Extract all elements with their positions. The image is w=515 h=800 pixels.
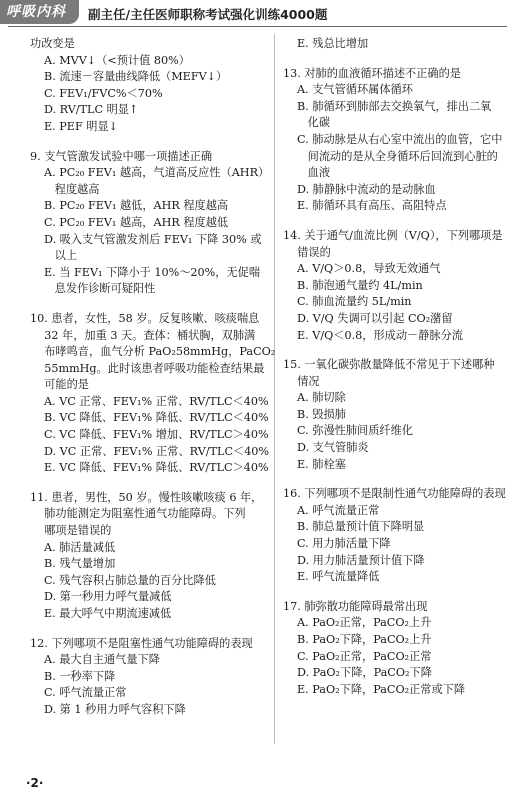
- answer-option-line: 间流动的是从全身循环后回流到心脏的: [297, 149, 498, 163]
- answer-option-line: B. 肺循环到肺部去交换氧气，排出二氧: [297, 99, 492, 113]
- answer-option-line: E. VC 降低、FEV₁% 降低、RV/TLC＞40%: [44, 461, 269, 475]
- answer-option-line: E. PaO₂下降，PaCO₂正常或下降: [297, 682, 466, 696]
- question-stem-line: 肺功能测定为阻塞性通气功能障碍。下列: [30, 507, 246, 521]
- question-gap: [30, 136, 266, 149]
- answer-option-line: B. PaO₂下降，PaCO₂上升: [297, 633, 432, 646]
- section-badge-label: 呼吸内科: [6, 4, 66, 20]
- question-stem-line: 55mmHg。此时该患者呼吸功能检查结果最: [30, 361, 265, 375]
- answer-option-line: C. FEV₁/FVC%＜70%: [44, 86, 163, 100]
- question-stem-line: 哪项是错误的: [30, 524, 112, 538]
- question-stem-line: 可能的是: [30, 378, 89, 392]
- header-rule: [8, 26, 507, 27]
- question-stem-line: 12. 下列哪项不是阻塞性通气功能障碍的表现: [30, 636, 253, 650]
- answer-option-line: 程度越高: [44, 182, 100, 196]
- answer-option-line: B. PC₂₀ FEV₁ 越低，AHR 程度越高: [44, 199, 229, 213]
- question-stem-line: 情况: [283, 374, 320, 388]
- question-gap: [283, 53, 493, 66]
- question-stem-line: 10. 患者，女性，58 岁。反复咳嗽、咳痰喘息: [30, 311, 260, 325]
- page-number: ·2·: [26, 776, 44, 790]
- answer-option-line: D. VC 正常、FEV₁% 正常、RV/TLC＜40%: [44, 444, 270, 458]
- answer-option-line: E. V/Q＜0.8，形成动－静脉分流: [297, 328, 463, 342]
- answer-option-line: A. PC₂₀ FEV₁ 越高，气道高反应性（AHR）: [44, 166, 270, 180]
- answer-option-line: 血液: [297, 166, 331, 180]
- question-stem-line: 布哮鸣音，血气分析 PaO₂58mmHg，PaCO₂: [30, 345, 276, 359]
- question-stem-line: 13. 对肺的血液循环描述不正确的是: [283, 66, 461, 80]
- answer-option-line: A. 支气管循环属体循环: [297, 83, 413, 97]
- answer-option-line: A. MVV↓（<预计值 80%）: [44, 53, 190, 67]
- question-gap: [283, 586, 493, 599]
- answer-option-line: B. 残气量增加: [44, 557, 116, 571]
- answer-option-line: C. PaO₂正常，PaCO₂正常: [297, 649, 432, 663]
- question-stem-line: 16. 下列哪项不是限制性通气功能障碍的表现: [283, 487, 506, 501]
- answer-option-line: A. 最大自主通气量下降: [44, 653, 160, 667]
- column-divider: [274, 34, 275, 744]
- answer-option-line: E. 肺循环具有高压、高阻特点: [297, 199, 447, 213]
- question-stem-line: 错误的: [283, 245, 331, 259]
- answer-option-line: A. 肺活量减低: [44, 540, 116, 554]
- answer-option-line: A. V/Q＞0.8，导致无效通气: [297, 262, 441, 276]
- answer-option-line: D. RV/TLC 明显↑: [44, 103, 139, 117]
- question-stem-line: 功改变是: [30, 37, 75, 50]
- answer-option-line: C. 弥漫性肺间质纤维化: [297, 424, 413, 438]
- answer-option-line: A. VC 正常、FEV₁% 正常、RV/TLC＜40%: [44, 394, 269, 408]
- answer-option-line: A. PaO₂正常，PaCO₂上升: [297, 616, 432, 630]
- question-stem-line: 11. 患者，男性，50 岁。慢性咳嗽咳痰 6 年，: [30, 490, 263, 504]
- answer-option-line: D. PaO₂下降，PaCO₂下降: [297, 666, 432, 680]
- answer-option-line: E. 当 FEV₁ 下降小于 10%～20%，无促喘: [44, 265, 261, 279]
- answer-option-line: B. 流速－容量曲线降低（MEFV↓）: [44, 70, 228, 84]
- answer-option-line: A. 肺切除: [297, 391, 346, 405]
- answer-option-line: B. 肺总量预计值下降明显: [297, 520, 425, 534]
- section-badge: [0, 0, 79, 24]
- answer-option-line: E. PEF 明显↓: [44, 119, 119, 133]
- question-stem-line: 17. 肺弥散功能障碍最常出现: [283, 599, 428, 613]
- answer-option-line: C. 肺血流量约 5L/min: [297, 295, 412, 309]
- question-gap: [30, 623, 266, 636]
- answer-option-line: B. 毁损肺: [297, 407, 346, 421]
- answer-option-line: E. 肺栓塞: [297, 457, 346, 471]
- answer-option-line: D. 吸入支气管激发剂后 FEV₁ 下降 30% 或: [44, 232, 262, 246]
- answer-option-line: D. 第 1 秒用力呼气容积下降: [44, 702, 186, 716]
- book-title: 副主任/主任医师职称考试强化训练4000题: [88, 7, 328, 22]
- question-gap: [283, 473, 493, 486]
- question-gap: [283, 215, 493, 228]
- answer-option-line: 以上: [44, 249, 78, 263]
- answer-option-line: D. 支气管肺炎: [297, 441, 369, 455]
- answer-option-line: E. 最大呼气中期流速减低: [44, 607, 172, 620]
- answer-option-line: B. VC 降低、FEV₁% 降低、RV/TLC＜40%: [44, 411, 269, 425]
- answer-option-line: D. 第一秒用力呼气量减低: [44, 590, 172, 604]
- question-stem-line: 9. 支气管激发试验中哪一项描述正确: [30, 149, 213, 163]
- question-gap: [283, 344, 493, 357]
- answer-option-line: B. 肺泡通气量约 4L/min: [297, 278, 423, 292]
- answer-option-line: 息发作诊断可疑阳性: [44, 282, 156, 296]
- answer-option-line: A. 呼气流量正常: [297, 503, 380, 517]
- answer-option-line: D. 肺静脉中流动的是动脉血: [297, 182, 436, 196]
- answer-option-line: C. 用力肺活量下降: [297, 537, 391, 551]
- answer-option-line: C. 呼气流量正常: [44, 686, 127, 700]
- answer-option-line: D. 用力肺活量预计值下降: [297, 553, 425, 567]
- page-header: [0, 0, 515, 34]
- answer-option-line: C. 残气容积占肺总量的百分比降低: [44, 573, 216, 587]
- answer-option-line: C. 肺动脉是从右心室中流出的血管，它中: [297, 132, 503, 146]
- answer-option-line: E. 呼气流量降低: [297, 570, 380, 584]
- answer-option-line: C. VC 降低、FEV₁% 增加、RV/TLC＞40%: [44, 428, 269, 442]
- answer-option-line: B. 一秒率下降: [44, 669, 116, 683]
- question-stem-line: 14. 关于通气/血流比例（V/Q），下列哪项是: [283, 228, 503, 242]
- question-gap: [30, 298, 266, 311]
- question-stem-line: 15. 一氧化碳弥散量降低不常见于下述哪种: [283, 358, 495, 372]
- left-column: [30, 36, 276, 719]
- right-column: [283, 36, 506, 698]
- question-stem-line: 32 年，加重 3 天。查体：桶状胸，双肺满: [30, 328, 256, 342]
- answer-option-line: D. V/Q 失调可以引起 CO₂潴留: [297, 311, 453, 325]
- answer-option-line: C. PC₂₀ FEV₁ 越高，AHR 程度越低: [44, 215, 229, 229]
- answer-option-line: E. 残总比增加: [297, 37, 369, 50]
- question-gap: [30, 477, 266, 490]
- answer-option-line: 化碳: [297, 116, 331, 130]
